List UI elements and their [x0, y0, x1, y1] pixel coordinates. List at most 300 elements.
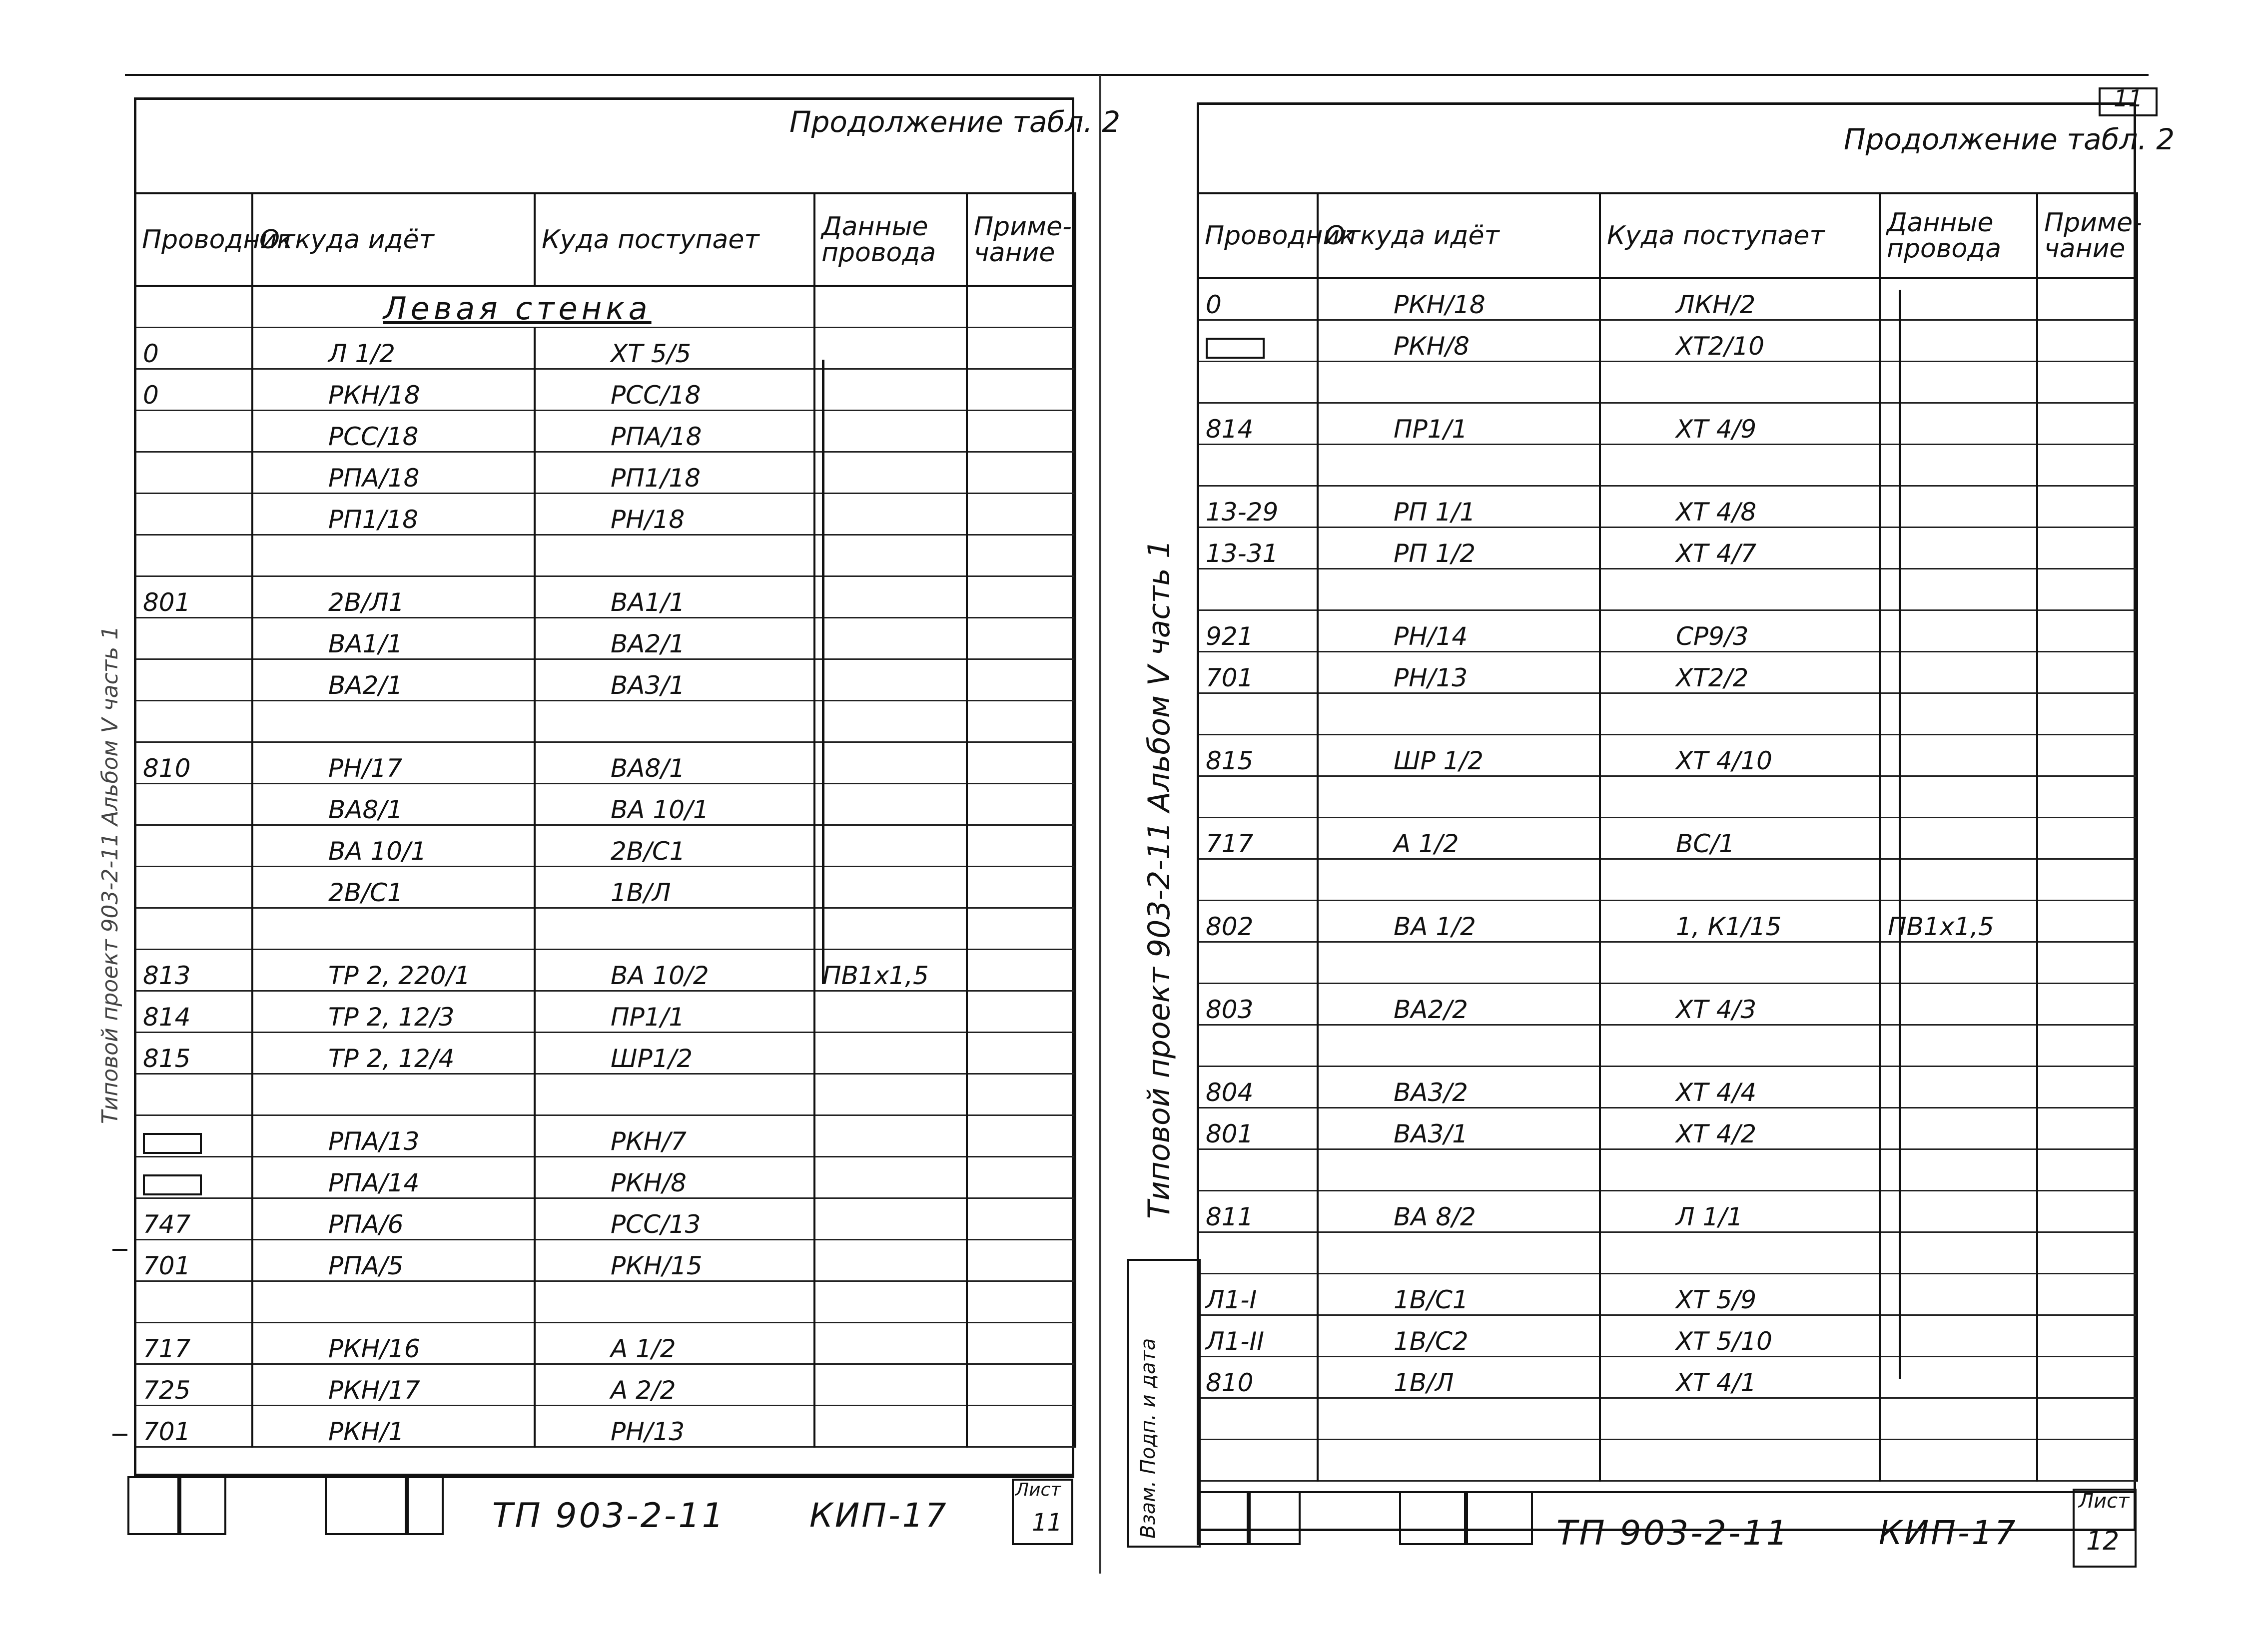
- to-cell: РН/18: [535, 494, 814, 535]
- wire-cell: 717: [1198, 818, 1318, 859]
- note-cell: [967, 1281, 1075, 1323]
- table-row: [1198, 984, 2137, 1025]
- table-row: [135, 576, 1075, 618]
- note-cell: [2037, 1398, 2137, 1440]
- table-row: [135, 1157, 1075, 1198]
- note-cell: [2037, 818, 2137, 859]
- table-row: [135, 991, 1075, 1033]
- wire-data-cell: [1880, 1067, 2037, 1108]
- note-cell: [2037, 652, 2137, 693]
- empty-cell: [967, 286, 1075, 328]
- right-page-corner-number: 11: [2114, 85, 2143, 112]
- to-cell: ВА 10/1: [535, 784, 814, 825]
- to-cell: [1600, 859, 1880, 901]
- from-cell: РПА/13: [252, 1115, 535, 1157]
- to-cell: ВА1/1: [535, 576, 814, 618]
- wire-data-cell: ПВ1х1,5: [1880, 901, 2037, 942]
- note-cell: [967, 494, 1075, 535]
- from-cell: ВА8/1: [252, 784, 535, 825]
- table-row: [135, 701, 1075, 742]
- wire-data-cell: [1880, 693, 2037, 735]
- table-row: [1198, 859, 2137, 901]
- note-cell: [2037, 610, 2137, 652]
- note-cell: [2037, 362, 2137, 403]
- to-cell: ЛКН/2: [1600, 278, 1880, 320]
- to-cell: [1600, 1398, 1880, 1440]
- wire-data-cell: [814, 742, 967, 784]
- col-header-to: Куда поступает: [535, 193, 814, 286]
- to-cell: ВА 10/2: [535, 950, 814, 991]
- to-cell: ХТ 4/3: [1600, 984, 1880, 1025]
- wire-cell: 0: [135, 328, 252, 369]
- to-cell: [1600, 445, 1880, 486]
- table-row: [1198, 1149, 2137, 1191]
- note-cell: [2037, 735, 2137, 776]
- to-cell: ВА2/1: [535, 618, 814, 659]
- from-cell: 1В/С1: [1318, 1274, 1600, 1315]
- to-cell: РСС/18: [535, 369, 814, 411]
- table-row: [135, 1115, 1075, 1157]
- to-cell: [1600, 1149, 1880, 1191]
- table-row: [135, 1364, 1075, 1406]
- right-stamp-code: ТП 903-2-11: [1556, 1514, 1790, 1553]
- note-cell: [2037, 528, 2137, 569]
- table-row: [135, 1198, 1075, 1240]
- wire-cell: 725: [135, 1364, 252, 1406]
- wire-data-cell: [814, 867, 967, 908]
- note-cell: [2037, 901, 2137, 942]
- note-cell: [967, 742, 1075, 784]
- from-cell: ТР 2, 12/3: [252, 991, 535, 1033]
- wire-cell: 701: [135, 1240, 252, 1281]
- note-cell: [967, 908, 1075, 950]
- wire-cell: 921: [1198, 610, 1318, 652]
- wire-cell: [135, 494, 252, 535]
- to-cell: [535, 1281, 814, 1323]
- table-row: [135, 1281, 1075, 1323]
- col-header-from: Откуда идёт: [1318, 193, 1600, 278]
- to-cell: ШР1/2: [535, 1033, 814, 1074]
- table-row: [1198, 735, 2137, 776]
- from-cell: [1318, 362, 1600, 403]
- table-row: [1198, 942, 2137, 984]
- wire-data-cell: [814, 784, 967, 825]
- to-cell: [535, 701, 814, 742]
- from-cell: А 1/2: [1318, 818, 1600, 859]
- from-cell: ВА3/2: [1318, 1067, 1600, 1108]
- from-cell: ПР1/1: [1318, 403, 1600, 445]
- from-cell: РКН/8: [1318, 320, 1600, 362]
- wire-data-cell: [1880, 735, 2037, 776]
- wire-data-cell: [1880, 278, 2037, 320]
- wire-cell: [1198, 362, 1318, 403]
- table-row: [1198, 445, 2137, 486]
- table-row: [1198, 320, 2137, 362]
- table-row: [135, 1033, 1075, 1074]
- to-cell: ХТ 4/8: [1600, 486, 1880, 528]
- table-row: [1198, 1357, 2137, 1398]
- to-cell: [1600, 942, 1880, 984]
- right-wire-table: [1197, 192, 2142, 1482]
- right-stamp-cell-b: [1247, 1491, 1301, 1545]
- wire-data-cell: [814, 452, 967, 494]
- left-wire-data-brace: [822, 360, 824, 984]
- table-row: [135, 411, 1075, 452]
- wire-cell: [1198, 693, 1318, 735]
- to-cell: 1В/Л: [535, 867, 814, 908]
- wire-cell: [135, 701, 252, 742]
- note-cell: [2037, 1191, 2137, 1232]
- wire-cell: [1198, 776, 1318, 818]
- note-cell: [967, 535, 1075, 576]
- left-stamp-code: ТП 903-2-11: [492, 1496, 726, 1536]
- wire-data-cell: [1880, 610, 2037, 652]
- note-cell: [967, 411, 1075, 452]
- wire-cell: [135, 452, 252, 494]
- note-cell: [2037, 1357, 2137, 1398]
- table-row: [135, 1240, 1075, 1281]
- from-cell: 2В/С1: [252, 867, 535, 908]
- note-cell: [2037, 1274, 2137, 1315]
- table-row: [1198, 403, 2137, 445]
- note-cell: [2037, 403, 2137, 445]
- wire-data-cell: [1880, 569, 2037, 610]
- wire-cell: 810: [135, 742, 252, 784]
- wire-data-cell: [814, 1364, 967, 1406]
- note-cell: [2037, 486, 2137, 528]
- to-cell: ХТ2/10: [1600, 320, 1880, 362]
- wire-cell: 747: [135, 1198, 252, 1240]
- wire-cell: 0: [1198, 278, 1318, 320]
- to-cell: [535, 535, 814, 576]
- from-cell: РПА/18: [252, 452, 535, 494]
- wire-cell: 815: [1198, 735, 1318, 776]
- from-cell: РП 1/2: [1318, 528, 1600, 569]
- to-cell: РСС/13: [535, 1198, 814, 1240]
- top-rule: [125, 74, 2149, 76]
- from-cell: 1В/Л: [1318, 1357, 1600, 1398]
- wire-data-cell: [1880, 445, 2037, 486]
- wire-data-cell: [1880, 1398, 2037, 1440]
- wire-data-cell: [814, 1240, 967, 1281]
- table-row: [1198, 362, 2137, 403]
- note-cell: [2037, 1025, 2137, 1067]
- table-row: [1198, 486, 2137, 528]
- wire-cell: [135, 1074, 252, 1115]
- table-row: [135, 618, 1075, 659]
- from-cell: Л 1/2: [252, 328, 535, 369]
- wire-cell: 13-29: [1198, 486, 1318, 528]
- note-cell: [2037, 859, 2137, 901]
- empty-cell: [135, 286, 252, 328]
- note-cell: [2037, 320, 2137, 362]
- wire-data-cell: [1880, 1025, 2037, 1067]
- wire-data-cell: [1880, 984, 2037, 1025]
- wire-data-cell: [1880, 1232, 2037, 1274]
- to-cell: 2В/С1: [535, 825, 814, 867]
- wire-data-cell: [1880, 403, 2037, 445]
- note-cell: [967, 1323, 1075, 1364]
- from-cell: ТР 2, 220/1: [252, 950, 535, 991]
- to-cell: ВА3/1: [535, 659, 814, 701]
- from-cell: [1318, 1149, 1600, 1191]
- from-cell: РН/14: [1318, 610, 1600, 652]
- from-cell: 2В/Л1: [252, 576, 535, 618]
- wire-cell: 801: [135, 576, 252, 618]
- from-cell: [1318, 1232, 1600, 1274]
- wire-data-cell: [1880, 1191, 2037, 1232]
- from-cell: [252, 701, 535, 742]
- note-cell: [2037, 278, 2137, 320]
- wire-cell: [135, 411, 252, 452]
- col-header-note: Приме-чание: [967, 193, 1075, 286]
- from-cell: ВА1/1: [252, 618, 535, 659]
- left-wire-table: [134, 192, 1076, 1448]
- table-row: [135, 742, 1075, 784]
- from-cell: [1318, 859, 1600, 901]
- col-header-wire-data: Данные провода: [1880, 193, 2037, 278]
- to-cell: РКН/7: [535, 1115, 814, 1157]
- table-row: [1198, 1232, 2137, 1274]
- wire-data-cell: [814, 411, 967, 452]
- wire-data-cell: [814, 576, 967, 618]
- col-header-wire: Проводник: [135, 193, 252, 286]
- note-cell: [2037, 984, 2137, 1025]
- note-cell: [2037, 1108, 2137, 1149]
- section-title: Левая стенка: [252, 286, 814, 328]
- col-header-to: Куда поступает: [1600, 193, 1880, 278]
- table-row: [135, 659, 1075, 701]
- from-cell: РП 1/1: [1318, 486, 1600, 528]
- wire-data-cell: [1880, 1274, 2037, 1315]
- wire-data-cell: [1880, 1315, 2037, 1357]
- wire-data-cell: ПВ1х1,5: [814, 950, 967, 991]
- wire-cell: [135, 1281, 252, 1323]
- note-cell: [2037, 776, 2137, 818]
- right-stamp-sheet-label: Лист: [2079, 1490, 2130, 1513]
- wire-cell: [135, 867, 252, 908]
- table-row: [135, 1406, 1075, 1447]
- from-cell: ВА 10/1: [252, 825, 535, 867]
- note-cell: [967, 618, 1075, 659]
- right-margin-text: Типовой проект 903-2-11 Альбом V часть 1: [1142, 539, 1177, 1219]
- note-cell: [967, 659, 1075, 701]
- wire-cell: [1198, 1149, 1318, 1191]
- to-cell: ХТ 4/1: [1600, 1357, 1880, 1398]
- right-stamp-cell-a: [1197, 1491, 1251, 1545]
- to-cell: РПА/18: [535, 411, 814, 452]
- to-cell: [1600, 776, 1880, 818]
- table-row: [135, 950, 1075, 991]
- wire-cell: [135, 535, 252, 576]
- wire-cell: 717: [135, 1323, 252, 1364]
- wire-data-cell: [814, 701, 967, 742]
- note-cell: [2037, 1315, 2137, 1357]
- table-row: [1198, 1191, 2137, 1232]
- wire-cell: 701: [1198, 652, 1318, 693]
- note-cell: [2037, 445, 2137, 486]
- to-cell: Л 1/1: [1600, 1191, 1880, 1232]
- wire-cell: [135, 618, 252, 659]
- from-cell: РП1/18: [252, 494, 535, 535]
- wire-cell: [1198, 445, 1318, 486]
- wire-cell: [1198, 1025, 1318, 1067]
- from-cell: [1318, 1025, 1600, 1067]
- wire-cell: [135, 659, 252, 701]
- wire-data-cell: [814, 825, 967, 867]
- from-cell: РН/13: [1318, 652, 1600, 693]
- table-row: [1198, 528, 2137, 569]
- from-cell: [252, 1074, 535, 1115]
- wire-cell: [135, 1115, 252, 1157]
- right-stamp-cell-d: [1464, 1491, 1533, 1545]
- wire-cell: [135, 784, 252, 825]
- note-cell: [2037, 1149, 2137, 1191]
- note-cell: [967, 867, 1075, 908]
- left-stamp-cell-c: [325, 1476, 409, 1535]
- wire-data-cell: [1880, 1149, 2037, 1191]
- wire-data-cell: [814, 908, 967, 950]
- table-row: [135, 867, 1075, 908]
- wire-data-cell: [814, 1198, 967, 1240]
- table-row: [1198, 652, 2137, 693]
- to-cell: ВС/1: [1600, 818, 1880, 859]
- table-row: [1198, 776, 2137, 818]
- from-cell: РПА/14: [252, 1157, 535, 1198]
- from-cell: РН/17: [252, 742, 535, 784]
- wire-cell: [1198, 1398, 1318, 1440]
- wire-data-cell: [814, 1281, 967, 1323]
- left-stamp-line: [127, 1476, 1074, 1478]
- note-cell: [967, 784, 1075, 825]
- from-cell: ТР 2, 12/4: [252, 1033, 535, 1074]
- center-divider: [1099, 75, 1101, 1574]
- wire-data-cell: [1880, 362, 2037, 403]
- from-cell: ВА2/2: [1318, 984, 1600, 1025]
- right-margin-small-text: Взам. Подп. и дата: [1137, 1338, 1160, 1539]
- note-cell: [967, 1033, 1075, 1074]
- note-cell: [967, 1074, 1075, 1115]
- wire-data-cell: [1880, 859, 2037, 901]
- note-cell: [967, 452, 1075, 494]
- table-row: [1198, 569, 2137, 610]
- wire-symbol-icon: [1206, 338, 1265, 359]
- to-cell: [535, 908, 814, 950]
- from-cell: ВА3/1: [1318, 1108, 1600, 1149]
- to-cell: ХТ 5/5: [535, 328, 814, 369]
- left-stamp-sheet-number: 11: [1032, 1509, 1063, 1537]
- from-cell: РПА/6: [252, 1198, 535, 1240]
- wire-cell: 815: [135, 1033, 252, 1074]
- wire-data-cell: [1880, 1440, 2037, 1481]
- wire-data-cell: [814, 369, 967, 411]
- wire-cell: [1198, 859, 1318, 901]
- table-row: [1198, 1025, 2137, 1067]
- wire-cell: 813: [135, 950, 252, 991]
- table-row: [135, 784, 1075, 825]
- wire-data-cell: [814, 618, 967, 659]
- note-cell: [2037, 569, 2137, 610]
- from-cell: ВА 8/2: [1318, 1191, 1600, 1232]
- table-row: [1198, 1398, 2137, 1440]
- wire-cell: Л1-I: [1198, 1274, 1318, 1315]
- to-cell: РП1/18: [535, 452, 814, 494]
- wire-data-cell: [1880, 1108, 2037, 1149]
- from-cell: [1318, 445, 1600, 486]
- to-cell: СР9/3: [1600, 610, 1880, 652]
- left-stamp-cell-a: [127, 1476, 181, 1535]
- right-wire-data-brace: [1899, 290, 1901, 1379]
- to-cell: [1600, 362, 1880, 403]
- table-row: [1198, 1315, 2137, 1357]
- wire-cell: [1198, 320, 1318, 362]
- from-cell: РКН/18: [252, 369, 535, 411]
- table-row: [135, 535, 1075, 576]
- from-cell: РКН/17: [252, 1364, 535, 1406]
- to-cell: РКН/15: [535, 1240, 814, 1281]
- note-cell: [967, 825, 1075, 867]
- to-cell: ХТ 4/9: [1600, 403, 1880, 445]
- wire-data-cell: [1880, 486, 2037, 528]
- to-cell: [1600, 569, 1880, 610]
- wire-data-cell: [1880, 942, 2037, 984]
- left-stamp-cell-b: [177, 1476, 226, 1535]
- wire-cell: 814: [1198, 403, 1318, 445]
- from-cell: РСС/18: [252, 411, 535, 452]
- wire-data-cell: [814, 1074, 967, 1115]
- col-header-note: Приме-чание: [2037, 193, 2137, 278]
- table-row: [1198, 1108, 2137, 1149]
- table-row: [1198, 693, 2137, 735]
- wire-data-cell: [814, 991, 967, 1033]
- to-cell: ХТ 4/4: [1600, 1067, 1880, 1108]
- from-cell: РКН/18: [1318, 278, 1600, 320]
- note-cell: [967, 1364, 1075, 1406]
- to-cell: [535, 1074, 814, 1115]
- to-cell: ХТ 5/10: [1600, 1315, 1880, 1357]
- table-row: [135, 825, 1075, 867]
- wire-data-cell: [814, 535, 967, 576]
- table-row: [135, 452, 1075, 494]
- to-cell: [1600, 693, 1880, 735]
- from-cell: 1В/С2: [1318, 1315, 1600, 1357]
- note-cell: [2037, 1067, 2137, 1108]
- note-cell: [967, 369, 1075, 411]
- wire-cell: 814: [135, 991, 252, 1033]
- wire-data-cell: [814, 1115, 967, 1157]
- note-cell: [967, 1198, 1075, 1240]
- table-row: [135, 494, 1075, 535]
- table-row: [135, 1323, 1075, 1364]
- left-margin-text: Типовой проект 903-2-11 Альбом V часть 1: [97, 625, 123, 1124]
- table-row: [135, 369, 1075, 411]
- note-cell: [967, 1240, 1075, 1281]
- from-cell: [252, 535, 535, 576]
- wire-data-cell: [1880, 652, 2037, 693]
- from-cell: [1318, 776, 1600, 818]
- wire-data-cell: [814, 659, 967, 701]
- wire-data-cell: [1880, 1357, 2037, 1398]
- to-cell: ХТ2/2: [1600, 652, 1880, 693]
- to-cell: ВА8/1: [535, 742, 814, 784]
- from-cell: ВА 1/2: [1318, 901, 1600, 942]
- wire-data-cell: [814, 1323, 967, 1364]
- from-cell: [1318, 942, 1600, 984]
- note-cell: [967, 991, 1075, 1033]
- col-header-wire-data: Данные провода: [814, 193, 967, 286]
- table-row: [1198, 1067, 2137, 1108]
- from-cell: РКН/1: [252, 1406, 535, 1447]
